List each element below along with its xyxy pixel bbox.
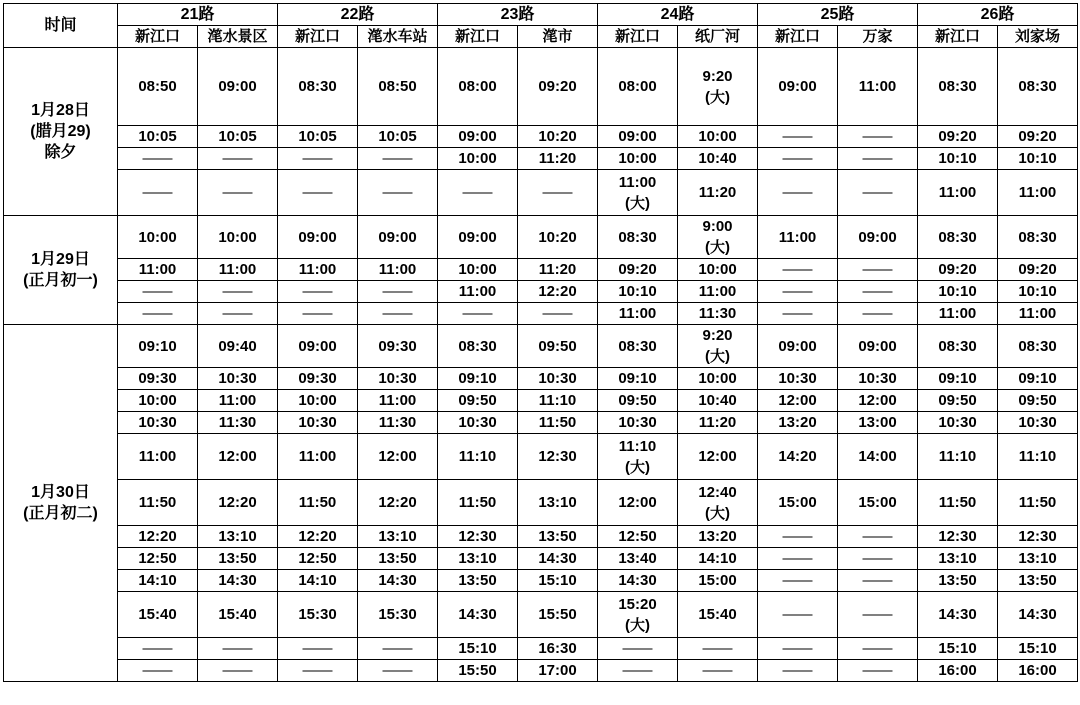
departure-time-cell: 11:00 [198, 259, 278, 281]
departure-time-cell: 14:10 [678, 548, 758, 570]
departure-time-cell: 11:00 [758, 216, 838, 259]
route-header: 23路 [438, 4, 598, 26]
departure-time-cell: 11:00 [118, 434, 198, 480]
departure-time-cell: 10:30 [598, 412, 678, 434]
table-row [4, 390, 1078, 412]
departure-time-cell: 11:50 [278, 480, 358, 526]
departure-time-cell: 15:10 [438, 638, 518, 660]
departure-time-cell: 14:30 [518, 548, 598, 570]
departure-time-cell: 11:00 [438, 281, 518, 303]
departure-time-cell: 10:10 [998, 148, 1078, 170]
departure-time-cell: 12:30 [518, 434, 598, 480]
departure-time-cell: 15:30 [358, 592, 438, 638]
date-cell [4, 216, 118, 325]
departure-time-cell: 08:30 [998, 216, 1078, 259]
departure-time-cell: 09:20 [518, 48, 598, 126]
departure-time-cell: 11:50 [918, 480, 998, 526]
date-line: (腊月29) [30, 123, 91, 140]
date-line: 1月30日 [31, 484, 90, 501]
departure-time-cell: 10:30 [358, 368, 438, 390]
departure-time-cell: 09:30 [278, 368, 358, 390]
departure-time-cell: 08:00 [598, 48, 678, 126]
stop-header: 万家 [838, 26, 918, 48]
departure-time-cell: 15:40 [198, 592, 278, 638]
departure-time-cell: 11:20 [518, 148, 598, 170]
departure-time-cell: 12:00 [678, 434, 758, 480]
departure-time-cell: 10:10 [918, 281, 998, 303]
stop-header: 新江口 [598, 26, 678, 48]
no-service-cell: —— [758, 259, 838, 281]
departure-time-cell: 11:00 (大) [598, 170, 678, 216]
departure-time-cell: 09:10 [998, 368, 1078, 390]
departure-time-cell: 11:50 [438, 480, 518, 526]
no-service-cell: —— [118, 638, 198, 660]
departure-time-cell: 15:10 [918, 638, 998, 660]
departure-time-cell: 14:10 [118, 570, 198, 592]
departure-time-cell: 14:30 [998, 592, 1078, 638]
departure-time-cell: 10:00 [678, 126, 758, 148]
departure-time-cell: 10:00 [438, 259, 518, 281]
date-line: 1月29日 [31, 251, 90, 268]
departure-time-cell: 09:50 [998, 390, 1078, 412]
route-header: 21路 [118, 4, 278, 26]
departure-time-cell: 09:00 [358, 216, 438, 259]
stop-header: 纸厂河 [678, 26, 758, 48]
no-service-cell: —— [198, 148, 278, 170]
departure-time-cell: 14:30 [598, 570, 678, 592]
departure-time-cell: 08:50 [118, 48, 198, 126]
departure-time-cell: 11:20 [678, 170, 758, 216]
no-service-cell: —— [838, 148, 918, 170]
table-row [4, 548, 1078, 570]
departure-time-cell: 15:20 (大) [598, 592, 678, 638]
no-service-cell: —— [758, 170, 838, 216]
departure-time-cell: 08:30 [598, 325, 678, 368]
no-service-cell: —— [838, 170, 918, 216]
no-service-cell: —— [758, 592, 838, 638]
no-service-cell: —— [758, 548, 838, 570]
no-service-cell: —— [838, 126, 918, 148]
no-service-cell: —— [278, 281, 358, 303]
departure-time-cell: 13:10 [518, 480, 598, 526]
departure-time-cell: 08:30 [278, 48, 358, 126]
departure-time-cell: 11:00 [998, 170, 1078, 216]
no-service-cell: —— [838, 548, 918, 570]
route-header-row [4, 4, 1078, 26]
departure-time-cell: 15:40 [118, 592, 198, 638]
stop-header: 新江口 [278, 26, 358, 48]
departure-time-cell: 12:00 [598, 480, 678, 526]
stop-header: 滗水车站 [358, 26, 438, 48]
departure-time-cell: 10:10 [998, 281, 1078, 303]
departure-time-cell: 12:00 [198, 434, 278, 480]
departure-time-cell: 13:10 [358, 526, 438, 548]
departure-time-cell: 08:30 [998, 48, 1078, 126]
no-service-cell: —— [758, 281, 838, 303]
departure-time-cell: 09:10 [598, 368, 678, 390]
stop-header: 新江口 [438, 26, 518, 48]
route-header: 24路 [598, 4, 758, 26]
departure-time-cell: 11:00 [918, 303, 998, 325]
table-row [4, 638, 1078, 660]
no-service-cell: —— [118, 660, 198, 682]
departure-time-cell: 09:40 [198, 325, 278, 368]
stop-header-row [4, 26, 1078, 48]
departure-time-cell: 10:30 [998, 412, 1078, 434]
no-service-cell: —— [358, 170, 438, 216]
no-service-cell: —— [358, 303, 438, 325]
departure-time-cell: 09:30 [358, 325, 438, 368]
departure-time-cell: 09:20 [918, 126, 998, 148]
departure-time-cell: 09:20 [998, 259, 1078, 281]
departure-time-cell: 10:00 [598, 148, 678, 170]
departure-time-cell: 11:00 [118, 259, 198, 281]
departure-time-cell: 17:00 [518, 660, 598, 682]
no-service-cell: —— [758, 148, 838, 170]
no-service-cell: —— [278, 660, 358, 682]
no-service-cell: —— [758, 126, 838, 148]
no-service-cell: —— [358, 660, 438, 682]
no-service-cell: —— [838, 660, 918, 682]
table-row [4, 570, 1078, 592]
stop-header: 滗市 [518, 26, 598, 48]
no-service-cell: —— [278, 303, 358, 325]
departure-time-cell: 12:20 [358, 480, 438, 526]
departure-time-cell: 10:00 [438, 148, 518, 170]
departure-time-cell: 10:30 [758, 368, 838, 390]
departure-time-cell: 14:30 [438, 592, 518, 638]
no-service-cell: —— [758, 660, 838, 682]
departure-time-cell: 12:00 [358, 434, 438, 480]
departure-time-cell: 09:00 [278, 325, 358, 368]
departure-time-cell: 13:20 [678, 526, 758, 548]
departure-time-cell: 09:00 [758, 325, 838, 368]
no-service-cell: —— [518, 170, 598, 216]
stop-header: 新江口 [118, 26, 198, 48]
departure-time-cell: 11:20 [518, 259, 598, 281]
departure-time-cell: 09:00 [198, 48, 278, 126]
departure-time-cell: 11:00 [198, 390, 278, 412]
stop-header: 新江口 [918, 26, 998, 48]
table-row [4, 48, 1078, 126]
stop-header: 滗水景区 [198, 26, 278, 48]
departure-time-cell: 13:20 [758, 412, 838, 434]
departure-time-cell: 12:20 [518, 281, 598, 303]
departure-time-cell: 12:00 [838, 390, 918, 412]
table-row [4, 325, 1078, 368]
table-row [4, 126, 1078, 148]
departure-time-cell: 10:00 [678, 259, 758, 281]
no-service-cell: —— [758, 638, 838, 660]
departure-time-cell: 13:50 [358, 548, 438, 570]
departure-time-cell: 9:20 (大) [678, 325, 758, 368]
no-service-cell: —— [118, 303, 198, 325]
departure-time-cell: 10:40 [678, 148, 758, 170]
departure-time-cell: 12:50 [278, 548, 358, 570]
no-service-cell: —— [838, 259, 918, 281]
departure-time-cell: 16:00 [998, 660, 1078, 682]
stop-header: 刘家场 [998, 26, 1078, 48]
departure-time-cell: 12:00 [758, 390, 838, 412]
departure-time-cell: 08:00 [438, 48, 518, 126]
no-service-cell: —— [278, 170, 358, 216]
departure-time-cell: 11:30 [198, 412, 278, 434]
departure-time-cell: 10:30 [278, 412, 358, 434]
departure-time-cell: 09:00 [278, 216, 358, 259]
no-service-cell: —— [838, 638, 918, 660]
departure-time-cell: 15:10 [518, 570, 598, 592]
departure-time-cell: 10:05 [118, 126, 198, 148]
no-service-cell: —— [758, 570, 838, 592]
no-service-cell: —— [678, 660, 758, 682]
bus-timetable [3, 3, 1078, 682]
no-service-cell: —— [358, 638, 438, 660]
departure-time-cell: 10:05 [358, 126, 438, 148]
departure-time-cell: 11:10 [438, 434, 518, 480]
departure-time-cell: 11:00 [598, 303, 678, 325]
departure-time-cell: 11:50 [998, 480, 1078, 526]
departure-time-cell: 14:30 [198, 570, 278, 592]
departure-time-cell: 10:20 [518, 126, 598, 148]
departure-time-cell: 15:30 [278, 592, 358, 638]
departure-time-cell: 09:20 [998, 126, 1078, 148]
table-row [4, 170, 1078, 216]
departure-time-cell: 09:20 [918, 259, 998, 281]
departure-time-cell: 08:30 [598, 216, 678, 259]
date-cell [4, 48, 118, 216]
departure-time-cell: 13:50 [198, 548, 278, 570]
no-service-cell: —— [838, 281, 918, 303]
departure-time-cell: 10:40 [678, 390, 758, 412]
no-service-cell: —— [518, 303, 598, 325]
departure-time-cell: 10:00 [678, 368, 758, 390]
departure-time-cell: 09:50 [438, 390, 518, 412]
table-row [4, 660, 1078, 682]
departure-time-cell: 10:05 [278, 126, 358, 148]
departure-time-cell: 12:20 [278, 526, 358, 548]
no-service-cell: —— [838, 526, 918, 548]
departure-time-cell: 13:10 [918, 548, 998, 570]
departure-time-cell: 09:30 [118, 368, 198, 390]
departure-time-cell: 11:00 [678, 281, 758, 303]
departure-time-cell: 11:00 [278, 434, 358, 480]
departure-time-cell: 9:20 (大) [678, 48, 758, 126]
departure-time-cell: 15:40 [678, 592, 758, 638]
departure-time-cell: 08:30 [918, 216, 998, 259]
departure-time-cell: 14:20 [758, 434, 838, 480]
departure-time-cell: 09:00 [438, 216, 518, 259]
departure-time-cell: 13:50 [998, 570, 1078, 592]
departure-time-cell: 10:00 [118, 216, 198, 259]
departure-time-cell: 09:10 [438, 368, 518, 390]
date-line: 1月28日 [31, 102, 90, 119]
route-header: 22路 [278, 4, 438, 26]
no-service-cell: —— [118, 281, 198, 303]
departure-time-cell: 10:10 [598, 281, 678, 303]
table-row [4, 434, 1078, 480]
no-service-cell: —— [278, 148, 358, 170]
departure-time-cell: 09:20 [598, 259, 678, 281]
departure-time-cell: 11:10 [998, 434, 1078, 480]
departure-time-cell: 10:20 [518, 216, 598, 259]
departure-time-cell: 09:00 [838, 216, 918, 259]
departure-time-cell: 08:30 [918, 48, 998, 126]
departure-time-cell: 11:50 [118, 480, 198, 526]
departure-time-cell: 11:00 [838, 48, 918, 126]
route-header: 25路 [758, 4, 918, 26]
departure-time-cell: 13:00 [838, 412, 918, 434]
departure-time-cell: 11:30 [678, 303, 758, 325]
departure-time-cell: 12:40 (大) [678, 480, 758, 526]
departure-time-cell: 13:50 [518, 526, 598, 548]
departure-time-cell: 09:00 [438, 126, 518, 148]
departure-time-cell: 10:30 [118, 412, 198, 434]
time-column-header: 时间 [4, 4, 118, 48]
no-service-cell: —— [198, 638, 278, 660]
departure-time-cell: 11:00 [998, 303, 1078, 325]
departure-time-cell: 16:00 [918, 660, 998, 682]
departure-time-cell: 09:50 [598, 390, 678, 412]
table-row [4, 592, 1078, 638]
table-row [4, 259, 1078, 281]
no-service-cell: —— [598, 638, 678, 660]
departure-time-cell: 09:00 [838, 325, 918, 368]
no-service-cell: —— [838, 592, 918, 638]
departure-time-cell: 16:30 [518, 638, 598, 660]
no-service-cell: —— [198, 170, 278, 216]
departure-time-cell: 11:10 [518, 390, 598, 412]
departure-time-cell: 12:30 [998, 526, 1078, 548]
departure-time-cell: 12:30 [438, 526, 518, 548]
departure-time-cell: 11:00 [358, 259, 438, 281]
no-service-cell: —— [838, 570, 918, 592]
no-service-cell: —— [838, 303, 918, 325]
departure-time-cell: 13:50 [438, 570, 518, 592]
departure-time-cell: 12:20 [198, 480, 278, 526]
table-row [4, 216, 1078, 259]
no-service-cell: —— [118, 148, 198, 170]
departure-time-cell: 13:10 [198, 526, 278, 548]
departure-time-cell: 08:30 [438, 325, 518, 368]
no-service-cell: —— [118, 170, 198, 216]
departure-time-cell: 11:00 [918, 170, 998, 216]
route-header: 26路 [918, 4, 1078, 26]
departure-time-cell: 13:50 [918, 570, 998, 592]
no-service-cell: —— [358, 281, 438, 303]
departure-time-cell: 10:30 [918, 412, 998, 434]
departure-time-cell: 11:00 [358, 390, 438, 412]
departure-time-cell: 13:10 [998, 548, 1078, 570]
departure-time-cell: 15:00 [838, 480, 918, 526]
departure-time-cell: 15:00 [758, 480, 838, 526]
no-service-cell: —— [438, 170, 518, 216]
no-service-cell: —— [438, 303, 518, 325]
departure-time-cell: 09:00 [598, 126, 678, 148]
departure-time-cell: 11:50 [518, 412, 598, 434]
departure-time-cell: 14:30 [918, 592, 998, 638]
no-service-cell: —— [278, 638, 358, 660]
table-row [4, 148, 1078, 170]
departure-time-cell: 09:50 [918, 390, 998, 412]
departure-time-cell: 10:00 [198, 216, 278, 259]
departure-time-cell: 12:50 [118, 548, 198, 570]
departure-time-cell: 9:00 (大) [678, 216, 758, 259]
table-row [4, 281, 1078, 303]
no-service-cell: —— [198, 281, 278, 303]
departure-time-cell: 10:30 [838, 368, 918, 390]
departure-time-cell: 11:10 [918, 434, 998, 480]
departure-time-cell: 12:50 [598, 526, 678, 548]
no-service-cell: —— [358, 148, 438, 170]
departure-time-cell: 10:30 [438, 412, 518, 434]
departure-time-cell: 15:50 [438, 660, 518, 682]
departure-time-cell: 11:10 (大) [598, 434, 678, 480]
departure-time-cell: 10:10 [918, 148, 998, 170]
table-row [4, 303, 1078, 325]
departure-time-cell: 15:50 [518, 592, 598, 638]
table-row [4, 368, 1078, 390]
departure-time-cell: 10:00 [118, 390, 198, 412]
departure-time-cell: 15:10 [998, 638, 1078, 660]
departure-time-cell: 15:00 [678, 570, 758, 592]
table-row [4, 526, 1078, 548]
departure-time-cell: 11:00 [278, 259, 358, 281]
departure-time-cell: 09:00 [758, 48, 838, 126]
departure-time-cell: 12:20 [118, 526, 198, 548]
departure-time-cell: 14:00 [838, 434, 918, 480]
no-service-cell: —— [758, 526, 838, 548]
stop-header: 新江口 [758, 26, 838, 48]
timetable-body [4, 48, 1078, 682]
departure-time-cell: 11:20 [678, 412, 758, 434]
departure-time-cell: 13:40 [598, 548, 678, 570]
no-service-cell: —— [758, 303, 838, 325]
departure-time-cell: 10:00 [278, 390, 358, 412]
no-service-cell: —— [198, 303, 278, 325]
departure-time-cell: 09:50 [518, 325, 598, 368]
departure-time-cell: 10:05 [198, 126, 278, 148]
table-row [4, 480, 1078, 526]
departure-time-cell: 14:30 [358, 570, 438, 592]
departure-time-cell: 12:30 [918, 526, 998, 548]
departure-time-cell: 08:30 [918, 325, 998, 368]
no-service-cell: —— [598, 660, 678, 682]
no-service-cell: —— [678, 638, 758, 660]
departure-time-cell: 09:10 [918, 368, 998, 390]
date-cell [4, 325, 118, 682]
departure-time-cell: 11:30 [358, 412, 438, 434]
departure-time-cell: 08:50 [358, 48, 438, 126]
date-line: (正月初二) [23, 505, 98, 522]
date-line: (正月初一) [23, 272, 98, 289]
departure-time-cell: 10:30 [518, 368, 598, 390]
departure-time-cell: 13:10 [438, 548, 518, 570]
departure-time-cell: 10:30 [198, 368, 278, 390]
no-service-cell: —— [198, 660, 278, 682]
date-line: 除夕 [44, 144, 77, 161]
table-row [4, 412, 1078, 434]
departure-time-cell: 09:10 [118, 325, 198, 368]
departure-time-cell: 14:10 [278, 570, 358, 592]
departure-time-cell: 08:30 [998, 325, 1078, 368]
